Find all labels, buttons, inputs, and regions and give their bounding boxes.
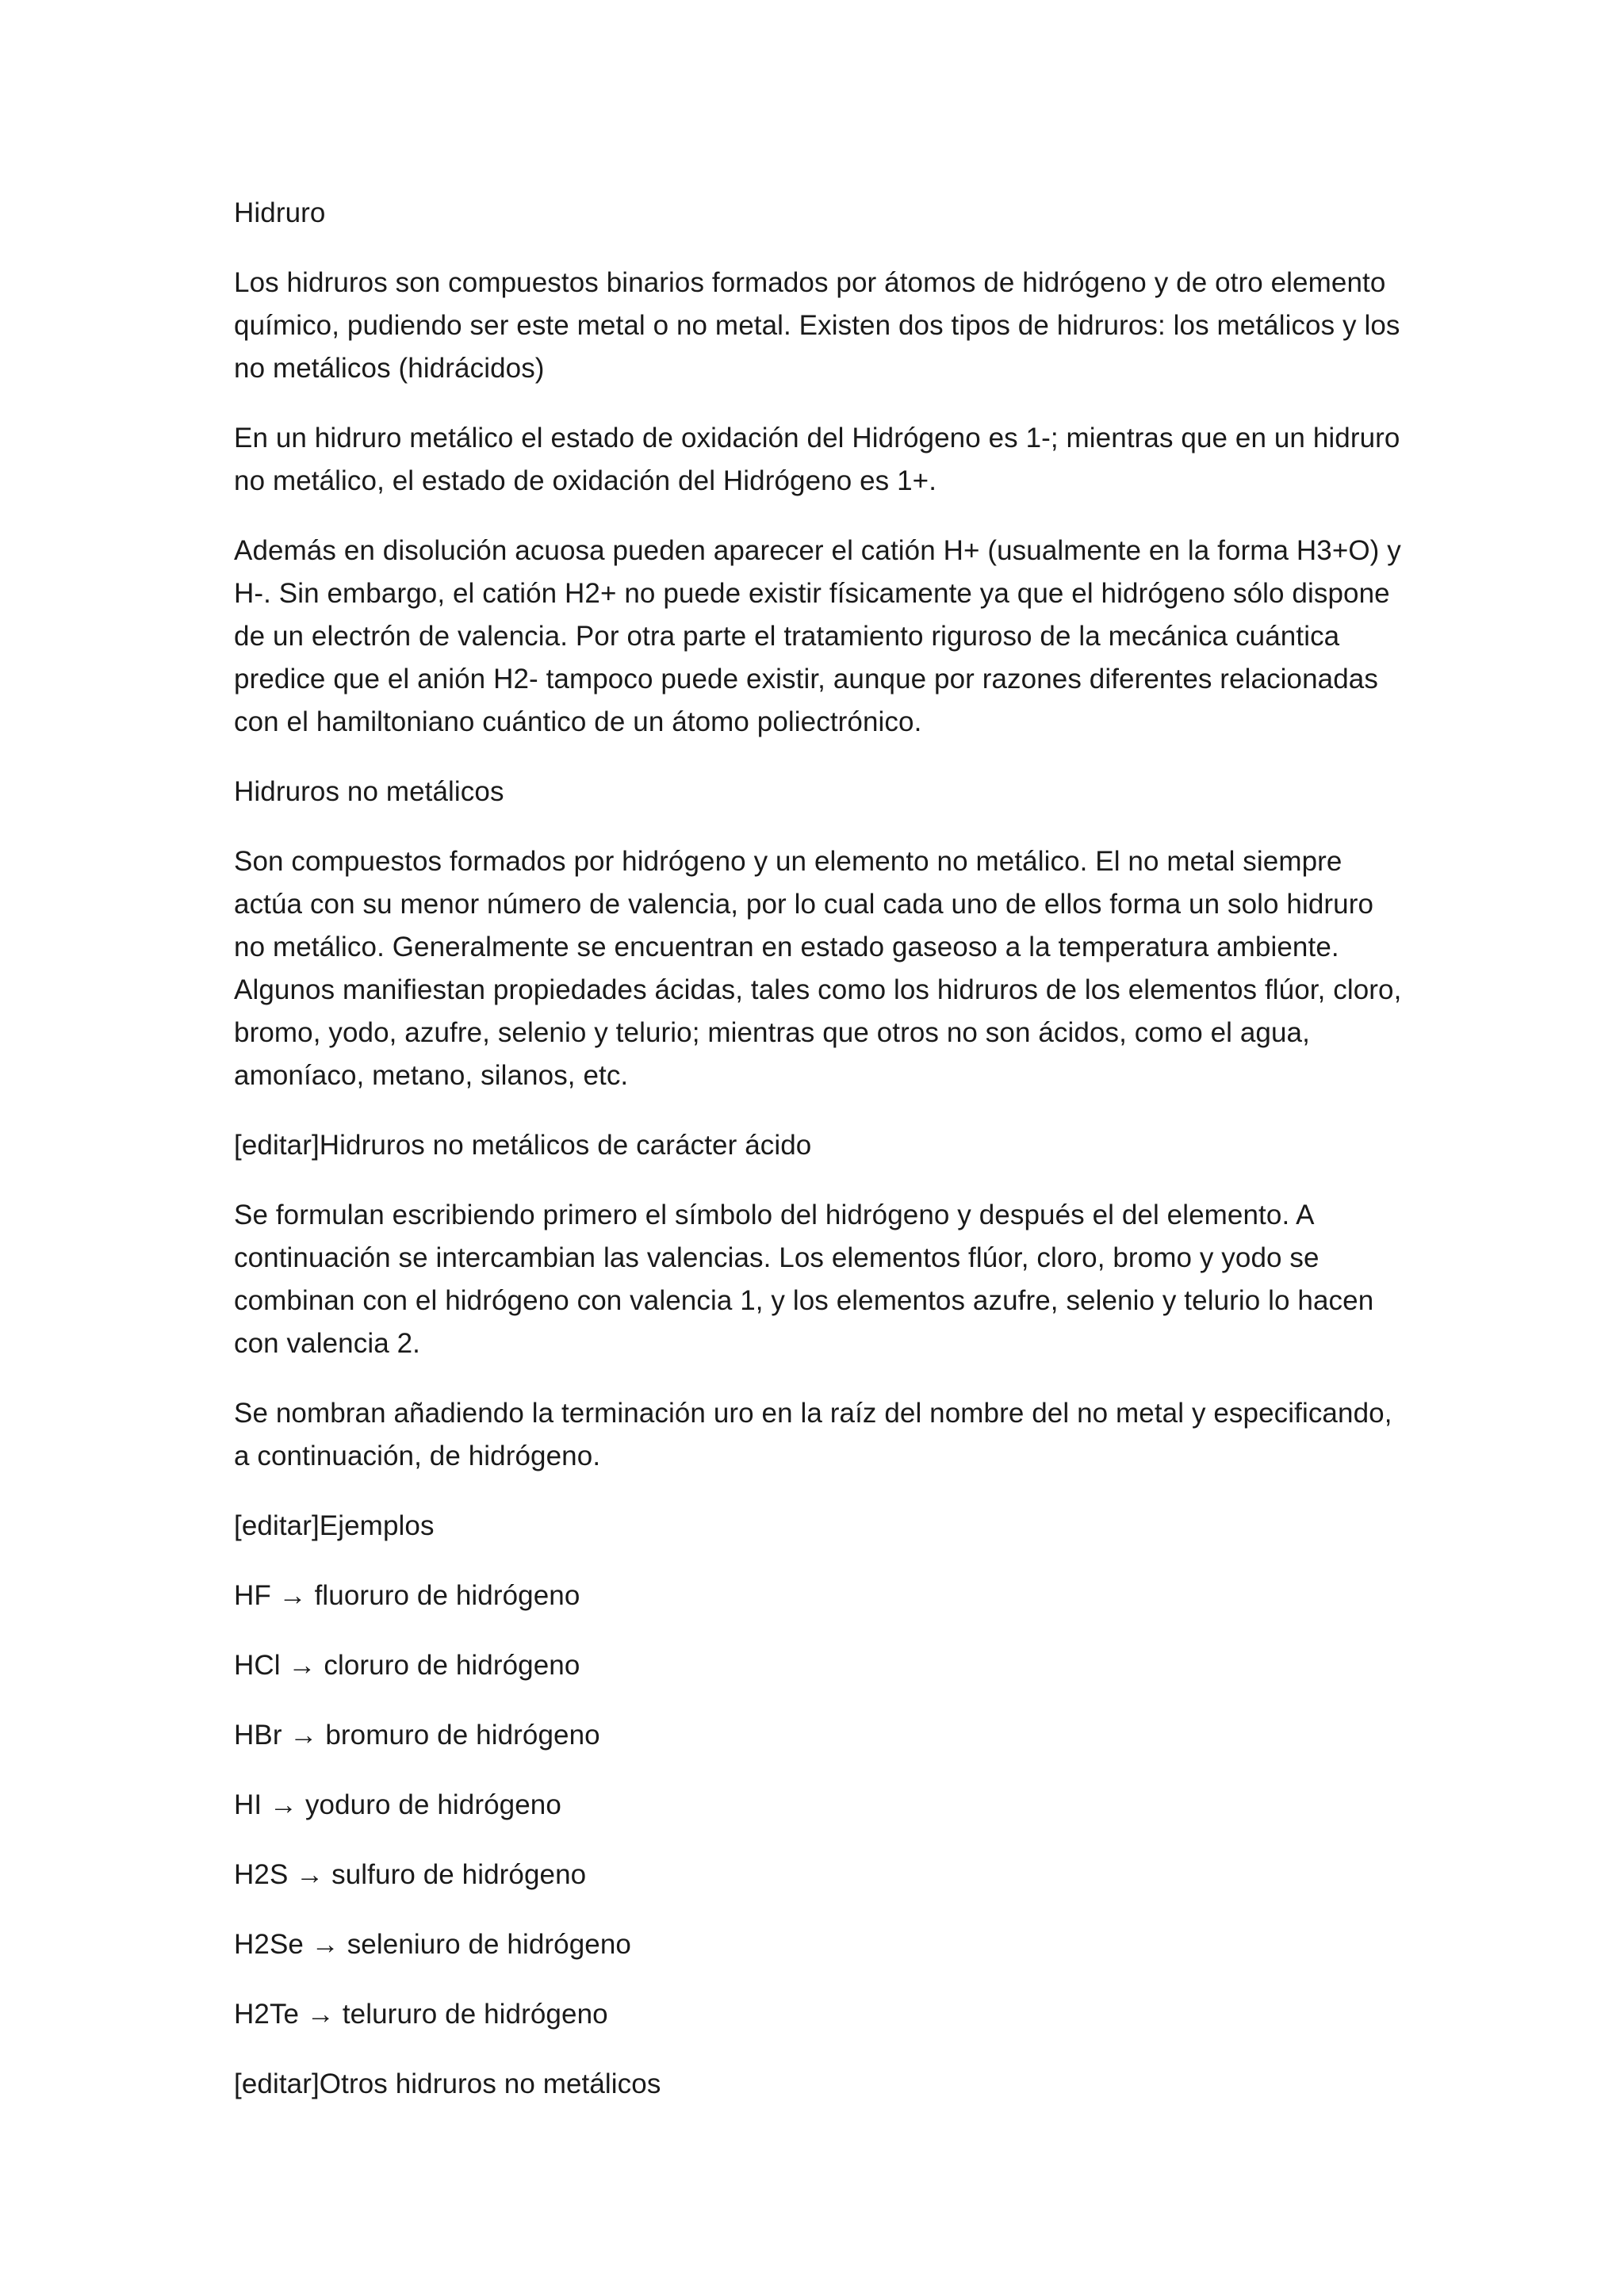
example-item: H2Se → seleniuro de hidrógeno <box>234 1929 632 1960</box>
section-heading-acid: [editar]Hidruros no metálicos de carácter ácido <box>234 1130 812 1161</box>
section-heading-nonmetal: Hidruros no metálicos <box>234 776 504 807</box>
document-page <box>234 192 1408 2133</box>
example-item: H2S → sulfuro de hidrógeno <box>234 1859 587 1890</box>
solution-paragraph: Además en disolución acuosa pueden aparecer el catión H+ (usualmente en la forma H3+O) y H-. Sin embargo, el catión H2+ no puede existir físicamente ya que el hidrógeno sólo dispone de un electrón de valencia. Por otra parte el tratamiento riguroso de la mecánica cuántica predice que el anión H2- tampoco puede existir, aunque por razones diferentes relacionadas con el hamiltoniano cuántico de un átomo poliectrónico. <box>234 535 1401 737</box>
section-heading-other: [editar]Otros hidruros no metálicos <box>234 2068 661 2099</box>
nonmetal-paragraph: Son compuestos formados por hidrógeno y un elemento no metálico. El no metal siempre actúa con su menor número de valencia, por lo cual cada uno de ellos forma un solo hidruro no metálico. Generalmente se encuentran en estado gaseoso a la temperatura ambiente. Algunos manifiestan propiedades ácidas, tales como los hidruros de los elementos flúor, cloro, bromo, yodo, azufre, selenio y telurio; mientras que otros no son ácidos, como el agua, amoníaco, metano, silanos, etc. <box>234 846 1402 1091</box>
example-item: HCl → cloruro de hidrógeno <box>234 1650 580 1681</box>
example-item: H2Te → telururo de hidrógeno <box>234 1999 608 2030</box>
oxidation-paragraph: En un hidruro metálico el estado de oxidación del Hidrógeno es 1-; mientras que en un hidruro no metálico, el estado de oxidación del Hidrógeno es 1+. <box>234 423 1400 496</box>
intro-paragraph: Los hidruros son compuestos binarios formados por átomos de hidrógeno y de otro elemento químico, pudiendo ser este metal o no metal. Existen dos tipos de hidruros: los metálicos y los no metálicos (hidrácidos) <box>234 267 1400 384</box>
example-item: HBr → bromuro de hidrógeno <box>234 1720 600 1751</box>
example-item: HF → fluoruro de hidrógeno <box>234 1580 580 1611</box>
example-item: HI → yoduro de hidrógeno <box>234 1789 561 1820</box>
acid-naming-paragraph: Se nombran añadiendo la terminación uro en la raíz del nombre del no metal y especificando, a continuación, de hidrógeno. <box>234 1398 1392 1471</box>
acid-formula-paragraph: Se formulan escribiendo primero el símbolo del hidrógeno y después el del elemento. A continuación se intercambian las valencias. Los elementos flúor, cloro, bromo y yodo se combinan con el hidrógeno con valencia 1, y los elementos azufre, selenio y telurio lo hacen con valencia 2. <box>234 1200 1374 1359</box>
document-title: Hidruro <box>234 197 326 228</box>
section-heading-examples: [editar]Ejemplos <box>234 1510 435 1541</box>
